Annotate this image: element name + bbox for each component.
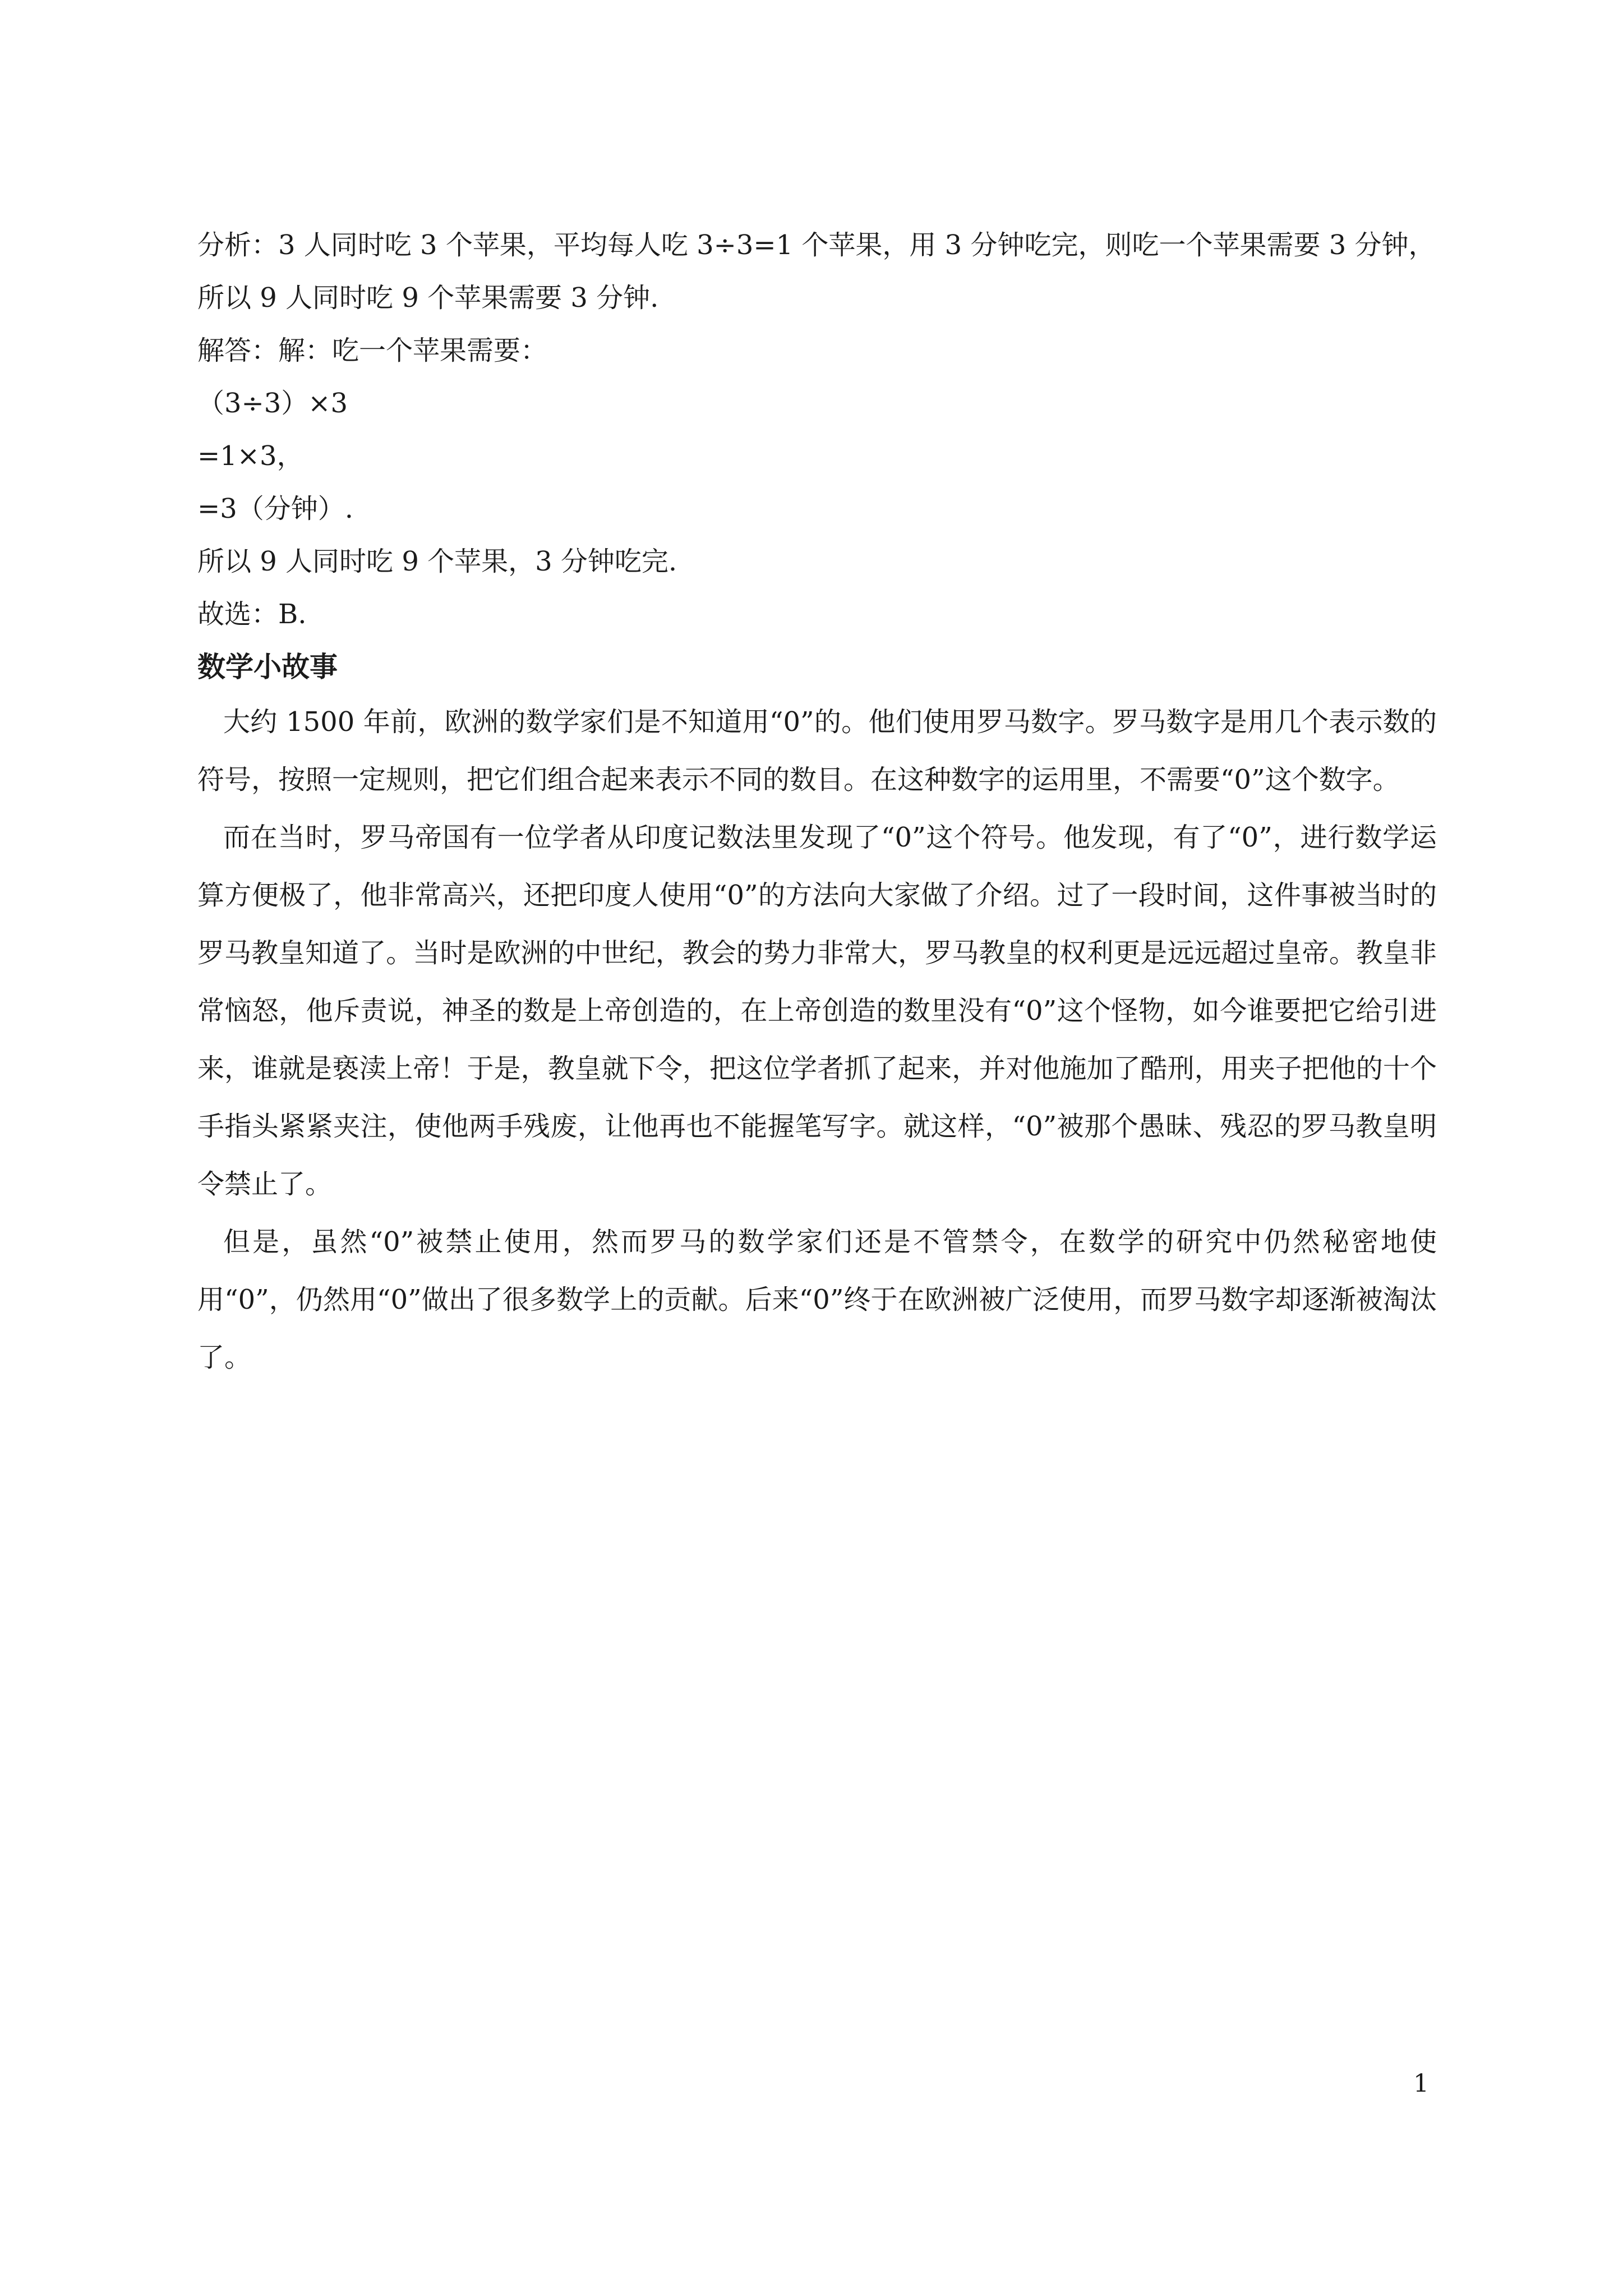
answer-line-1: 解答：解：吃一个苹果需要： <box>197 335 548 366</box>
story-section <box>197 641 1437 1387</box>
equation-line-3: =3（分钟）. <box>197 493 354 524</box>
equation-line-1: （3÷3）×3 <box>197 388 348 419</box>
conclusion-line: 所以 9 人同时吃 9 个苹果，3 分钟吃完. <box>197 546 677 577</box>
story-paragraph-1: 大约 1500 年前，欧洲的数学家们是不知道用“0”的。他们使用罗马数字。罗马数字是用几个表示数的符号，按照一定规则，把它们组合起来表示不同的数目。在这种数字的运用里，不需要“0”这个数字。 <box>197 706 1437 795</box>
equation-line-2: =1×3， <box>197 440 304 472</box>
analysis-line-2: 所以 9 人同时吃 9 个苹果需要 3 分钟. <box>197 282 659 314</box>
story-paragraph-3: 但是，虽然“0”被禁止使用，然而罗马的数学家们还是不管禁令，在数学的研究中仍然秘密地使用“0”，仍然用“0”做出了很多数学上的贡献。后来“0”终于在欧洲被广泛使用，而罗马数字却逐渐被淘汰了。 <box>197 1226 1437 1373</box>
analysis-line-1: 分析：3 人同时吃 3 个苹果，平均每人吃 3÷3=1 个苹果，用 3 分钟吃完，则吃一个苹果需要 3 分钟， <box>197 229 1436 261</box>
solution-section <box>197 219 1437 641</box>
page-number: 1 <box>1413 2069 1429 2098</box>
choice-line: 故选：B. <box>197 599 307 630</box>
document-page <box>197 219 1437 1387</box>
story-paragraph-2: 而在当时，罗马帝国有一位学者从印度记数法里发现了“0”这个符号。他发现，有了“0”，进行数学运算方便极了，他非常高兴，还把印度人使用“0”的方法向大家做了介绍。过了一段时间，这件事被当时的罗马教皇知道了。当时是欧洲的中世纪，教会的势力非常大，罗马教皇的权利更是远远超过皇帝。教皇非常恼怒，他斥责说，神圣的数是上帝创造的，在上帝创造的数里没有“0”这个怪物，如今谁要把它给引进来，谁就是亵渎上帝！于是，教皇就下令，把这位学者抓了起来，并对他施加了酷刑，用夹子把他的十个手指头紧紧夹注，使他两手残废，让他再也不能握笔写字。就这样，“0”被那个愚昧、残忍的罗马教皇明令禁止了。 <box>197 822 1437 1200</box>
story-heading: 数学小故事 <box>197 650 338 683</box>
